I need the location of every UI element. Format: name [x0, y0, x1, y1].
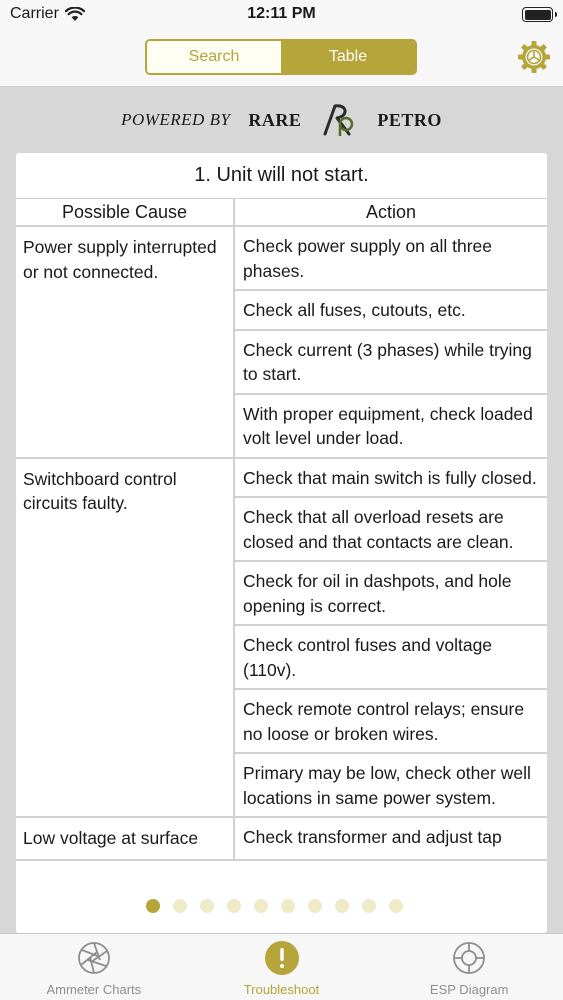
table-row — [16, 459, 547, 819]
powered-by-banner — [0, 100, 563, 140]
navigation-bar — [0, 30, 563, 87]
table-row — [16, 818, 547, 861]
tab-label-esp-diagram: ESP Diagram — [429, 982, 509, 997]
action-cell: Check current (3 phases) while trying to start. — [235, 331, 547, 395]
action-list — [235, 227, 547, 457]
action-cell: Check control fuses and voltage (110v). — [235, 626, 547, 690]
action-cell: Check that main switch is fully closed. — [235, 459, 547, 499]
troubleshooting-table — [16, 153, 547, 933]
tab-ammeter-charts[interactable] — [0, 934, 188, 1000]
tab-label-troubleshoot: Troubleshoot — [243, 982, 320, 997]
page-dot[interactable] — [200, 899, 214, 913]
page-dot[interactable] — [173, 899, 187, 913]
action-list — [235, 459, 547, 817]
table-row — [16, 227, 547, 459]
cause-cell: Low voltage at surface — [16, 818, 235, 859]
page-dot[interactable] — [227, 899, 241, 913]
action-list — [235, 818, 547, 859]
carrier-label: Carrier — [10, 5, 59, 22]
cause-cell: Power supply interrupted or not connected. — [16, 227, 235, 457]
table-title: 1. Unit will not start. — [16, 153, 547, 199]
page-dot[interactable] — [389, 899, 403, 913]
gear-icon[interactable] — [517, 40, 551, 74]
page-dot[interactable] — [254, 899, 268, 913]
page-dot[interactable] — [362, 899, 376, 913]
segment-table[interactable]: Table — [281, 41, 415, 73]
exclamation-circle-icon — [264, 940, 300, 976]
brand-word-rare: RARE — [248, 109, 302, 130]
cause-cell: Switchboard control circuits faulty. — [16, 459, 235, 817]
action-cell: Check remote control relays; ensure no loose or broken wires. — [235, 690, 547, 754]
battery-icon — [522, 7, 553, 22]
page-dot[interactable] — [308, 899, 322, 913]
action-cell: Check power supply on all three phases. — [235, 227, 547, 291]
tab-esp-diagram[interactable] — [375, 934, 563, 1000]
action-cell: Check for oil in dashpots, and hole opening is correct. — [235, 562, 547, 626]
table-body — [16, 227, 547, 861]
powered-by-text: POWERED BY — [121, 110, 231, 129]
page-dot[interactable] — [335, 899, 349, 913]
table-header-row — [16, 199, 547, 227]
brand-word-petro: PETRO — [377, 109, 442, 130]
status-bar — [0, 0, 563, 30]
tab-troubleshoot[interactable] — [188, 934, 376, 1000]
action-cell: Check transformer and adjust tap — [243, 827, 502, 847]
action-cell: Primary may be low, check other well locations in same power system. — [243, 763, 531, 808]
search-table-segmented-control — [145, 39, 417, 75]
status-time: 12:11 PM — [247, 5, 316, 22]
page-dot[interactable] — [281, 899, 295, 913]
tab-bar — [0, 933, 563, 1000]
header-action: Action — [365, 201, 417, 222]
rp-monogram-logo — [319, 102, 359, 138]
lifebuoy-icon — [451, 940, 487, 976]
page-dot[interactable] — [146, 899, 160, 913]
page-indicator — [146, 899, 403, 913]
tab-label-ammeter-charts: Ammeter Charts — [46, 982, 142, 997]
aperture-icon — [76, 940, 112, 976]
action-cell: Check all fuses, cutouts, etc. — [235, 291, 547, 331]
segment-search[interactable]: Search — [147, 41, 281, 73]
action-cell: With proper equipment, check loaded volt level under load. — [243, 403, 533, 448]
header-possible-cause: Possible Cause — [16, 199, 235, 225]
action-cell: Check that all overload resets are closed and that contacts are clean. — [235, 498, 547, 562]
